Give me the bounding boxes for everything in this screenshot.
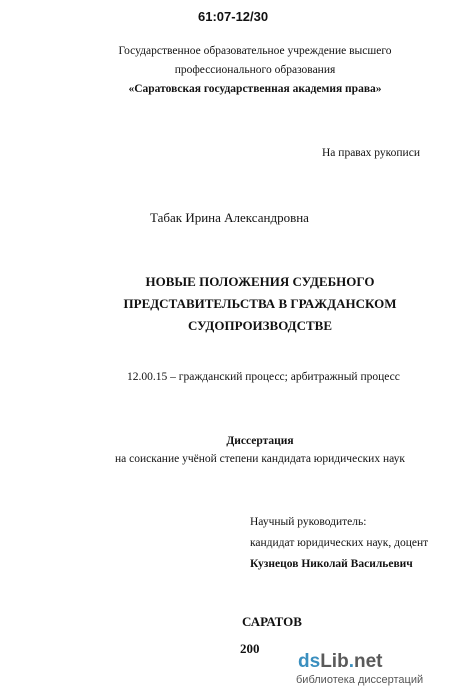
degree-purpose: на соискание учёной степени кандидата юридических наук xyxy=(115,453,405,465)
title-line-3: СУДОПРОИЗВОДСТВЕ xyxy=(187,318,333,333)
institution-block xyxy=(90,42,420,99)
watermark-logo-lib: Lib xyxy=(320,651,349,672)
watermark-logo-dot: . xyxy=(348,651,354,672)
supervisor-label: Научный руководитель: xyxy=(250,516,367,528)
supervisor-name: Кузнецов Николай Васильевич xyxy=(250,558,413,570)
institution-name: «Саратовская государственная академия права» xyxy=(128,83,382,95)
supervisor-degree: кандидат юридических наук, доцент xyxy=(250,537,429,549)
dissertation-label: Диссертация xyxy=(226,435,294,447)
watermark-logo-ds: ds xyxy=(298,651,321,672)
author-name: Табак Ирина Александровна xyxy=(150,210,309,225)
archive-code: 61:07-12/30 xyxy=(198,9,269,24)
city: САРАТОВ xyxy=(242,614,302,629)
institution-line-1: Государственное образовательное учреждение высшего xyxy=(118,45,392,57)
year: 200 xyxy=(240,641,260,656)
specialty-code: 12.00.15 – гражданский процесс; арбитражный процесс xyxy=(127,371,400,383)
watermark-logo-tld: net xyxy=(353,651,383,672)
watermark-subtitle: библиотека диссертаций xyxy=(296,674,424,686)
dissertation-type-block xyxy=(90,432,430,468)
institution-line-2: профессионального образования xyxy=(174,64,336,76)
watermark-logo xyxy=(298,651,382,673)
title-line-1: НОВЫЕ ПОЛОЖЕНИЯ СУДЕБНОГО xyxy=(145,274,375,289)
rights-note: На правах рукописи xyxy=(322,147,420,159)
title-line-2: ПРЕДСТАВИТЕЛЬСТВА В ГРАЖДАНСКОМ xyxy=(123,296,397,311)
dissertation-title xyxy=(90,271,430,337)
